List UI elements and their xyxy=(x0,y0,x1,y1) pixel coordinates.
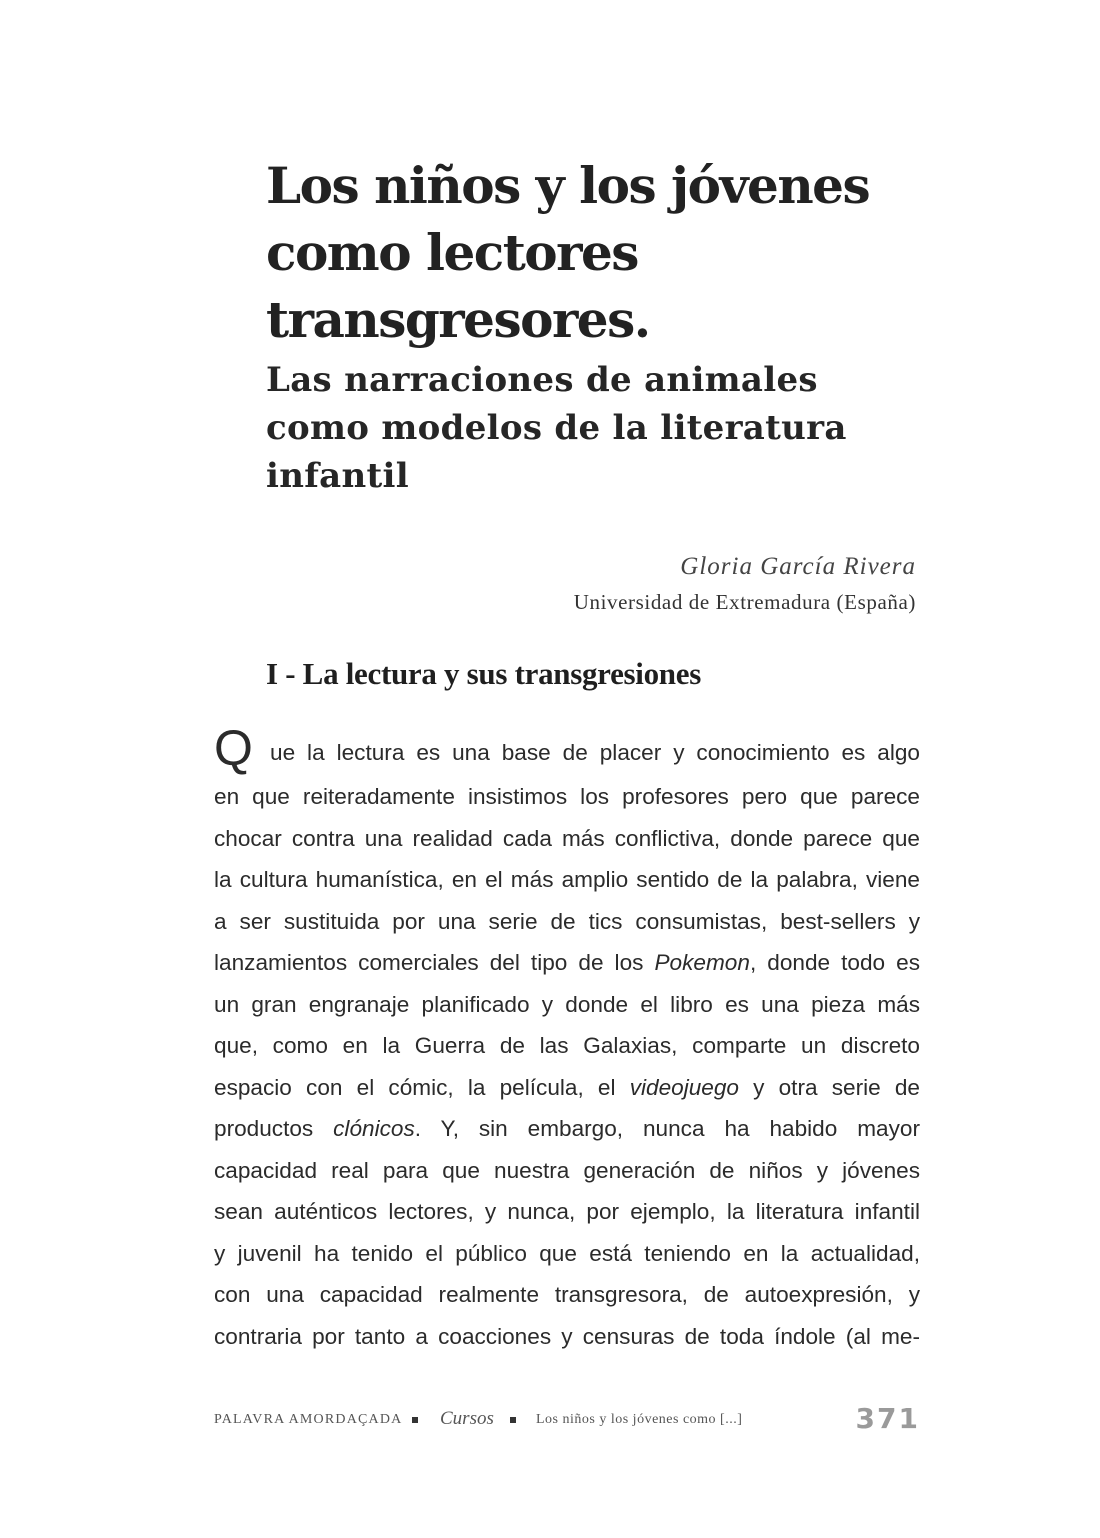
body-line xyxy=(214,859,920,901)
body-line xyxy=(214,901,920,943)
body-text-segment: , donde todo es xyxy=(749,950,920,975)
body-line xyxy=(214,1316,920,1358)
body-line xyxy=(214,1067,920,1109)
body-italic-term: videojuego xyxy=(629,1074,739,1100)
body-text-segment: la cultura humanística, en el más amplio sentido de la palabra, viene xyxy=(214,867,920,892)
body-text-segment: que, como en la Guerra de las Galaxias, comparte un discreto xyxy=(214,1033,920,1058)
body-text-segment: capacidad real para que nuestra generación de niños y jóvenes xyxy=(214,1157,920,1183)
body-line xyxy=(214,984,920,1026)
drop-cap: Q xyxy=(214,720,253,776)
page-footer xyxy=(214,1402,920,1442)
subtitle-line: infantil xyxy=(266,456,409,496)
footer-separator-icon xyxy=(412,1417,418,1423)
body-line xyxy=(214,1108,920,1150)
body-line xyxy=(214,1274,920,1316)
author-name: Gloria García Rivera xyxy=(680,553,916,580)
page-number: 371 xyxy=(855,1402,920,1435)
section-heading: I - La lectura y sus transgresiones xyxy=(266,656,701,691)
body-text-segment: a ser sustituida por una serie de tics consumistas, best-sellers y xyxy=(214,908,920,934)
body-line xyxy=(214,1191,920,1233)
body-text-segment: chocar contra una realidad cada más conflictiva, donde parece que xyxy=(214,825,920,851)
body-text-segment: lanzamientos comerciales del tipo de los xyxy=(214,950,655,975)
article-title xyxy=(266,152,946,353)
footer-separator-icon xyxy=(510,1417,516,1423)
body-line xyxy=(214,730,920,776)
body-paragraph xyxy=(214,730,920,1357)
title-line: como lectores xyxy=(266,223,638,282)
body-line xyxy=(214,776,920,818)
title-line: Los niños y los jóvenes xyxy=(266,156,870,215)
footer-journal-name: PALAVRA AMORDAÇADA xyxy=(214,1412,403,1427)
body-text-segment: y juvenil ha tenido el público que está teniendo en la actualidad, xyxy=(214,1240,920,1266)
subtitle-line: como modelos de la literatura xyxy=(266,408,847,448)
body-line xyxy=(214,818,920,860)
body-text-segment: espacio con el cómic, la película, el xyxy=(214,1074,630,1100)
author-affiliation: Universidad de Extremadura (España) xyxy=(573,590,916,614)
body-text-segment: y otra serie de xyxy=(738,1074,920,1100)
title-line: transgresores. xyxy=(266,290,650,349)
subtitle-line: Las narraciones de animales xyxy=(266,360,818,400)
body-text-segment: contraria por tanto a coacciones y censuras de toda índole (al me- xyxy=(214,1323,920,1349)
body-text-segment: . Y, sin embargo, nunca ha habido mayor xyxy=(414,1116,920,1141)
body-text-segment: en que reiteradamente insistimos los profesores pero que parece xyxy=(214,784,920,809)
body-text-segment: ue la lectura es una base de placer y conocimiento es algo xyxy=(270,740,920,765)
body-italic-term: Pokemon xyxy=(654,950,750,975)
body-text-segment: un gran engranaje planificado y donde el libro es una pieza más xyxy=(214,991,920,1017)
body-line xyxy=(214,942,920,984)
footer-running-title: Los niños y los jóvenes como [...] xyxy=(536,1412,743,1427)
footer-section-name: Cursos xyxy=(440,1408,494,1429)
body-line xyxy=(214,1025,920,1067)
body-text-segment: sean auténticos lectores, y nunca, por ejemplo, la literatura infantil xyxy=(214,1199,920,1224)
body-line xyxy=(214,1233,920,1275)
body-italic-term: clónicos xyxy=(333,1116,415,1141)
body-text-segment: con una capacidad realmente transgresora, de autoexpresión, y xyxy=(214,1282,920,1307)
body-line xyxy=(214,1150,920,1192)
article-subtitle xyxy=(266,356,926,500)
body-text-segment: productos xyxy=(214,1116,334,1141)
